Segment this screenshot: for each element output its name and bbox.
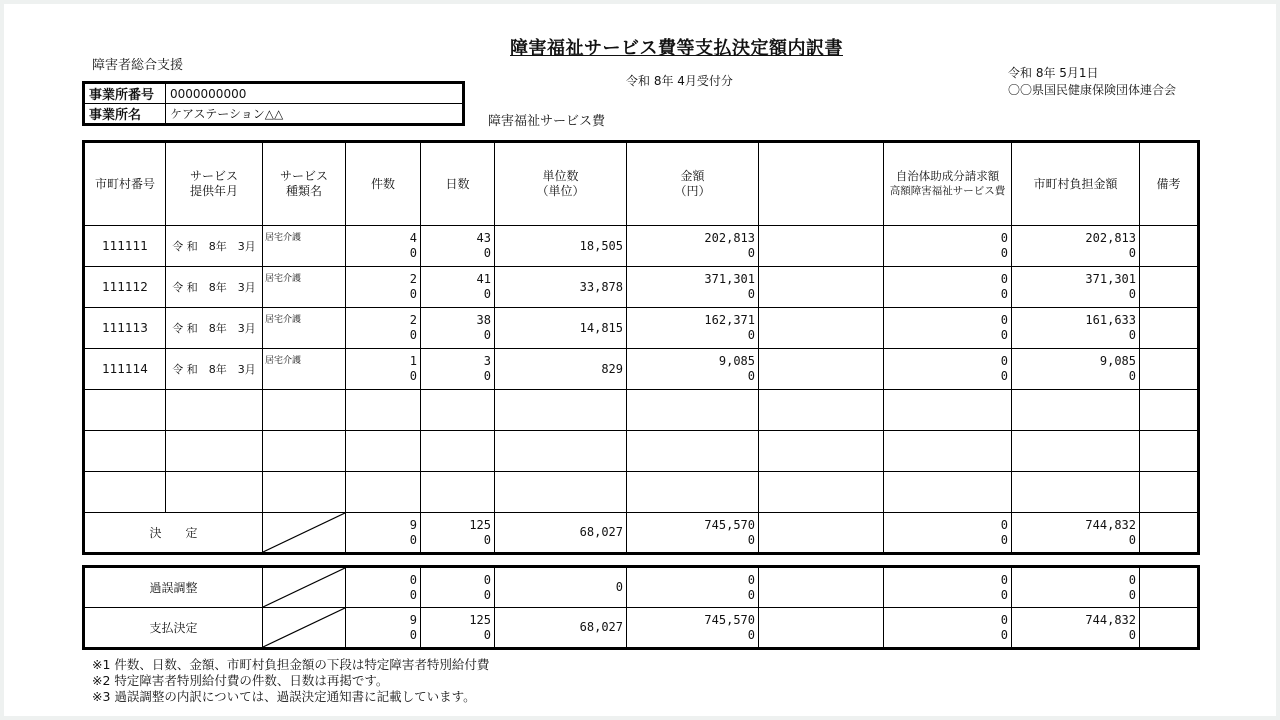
payment-subsidy-line2: 0 [1000, 627, 1008, 642]
empty-cell [421, 472, 495, 513]
city-burden-line1: 371,301 [1085, 272, 1136, 286]
total-days-line2: 0 [483, 532, 491, 547]
adjust-label: 過誤調整 [85, 568, 263, 608]
header-units-line1: 単位数 [542, 169, 579, 183]
office-number-value: 0000000000 [166, 84, 463, 104]
issue-date: 令和 8年 5月1日 [1008, 66, 1099, 80]
empty-cell [627, 390, 759, 431]
city-burden-line1: 202,813 [1085, 231, 1136, 245]
note-1: ※1 件数、日数、金額、市町村負担金額の下段は特定障害者特別給付費 [92, 657, 490, 672]
count [346, 308, 421, 349]
adjust-count-line2: 0 [409, 587, 417, 602]
amount [627, 308, 759, 349]
header-city-no: 市町村番号 [85, 143, 166, 226]
empty-cell [263, 431, 346, 472]
subsidy-line1: 0 [1000, 313, 1008, 327]
city-burden [1012, 308, 1140, 349]
city-burden [1012, 349, 1140, 390]
subsidy [884, 226, 1012, 267]
header-units-line2: （単位） [536, 184, 585, 198]
count-line2: 0 [409, 328, 417, 342]
header-units [495, 143, 627, 226]
provision-month: 令 和 8年 3月 [166, 267, 263, 308]
header-days: 日数 [421, 143, 495, 226]
payment-days-line1: 125 [469, 612, 491, 627]
empty-cell [85, 431, 166, 472]
days-line2: 0 [483, 369, 491, 383]
blank-cell [759, 568, 884, 608]
header-amount-line1: 金額 [680, 169, 705, 183]
subsidy-line1: 0 [1000, 354, 1008, 368]
note-2: ※2 特定障害者特別給付費の件数、日数は再掲です。 [92, 673, 389, 688]
empty-row [85, 431, 1198, 472]
diagonal-cell [263, 513, 346, 553]
empty-cell [1140, 431, 1198, 472]
units: 829 [495, 349, 627, 390]
category-label: 障害者総合支援 [92, 58, 184, 73]
table-row [85, 226, 1198, 267]
diagonal-line [263, 608, 345, 647]
main-table [84, 142, 1198, 553]
adjust-city-burden-line2: 0 [1128, 587, 1136, 602]
header-subsidy [884, 143, 1012, 226]
empty-cell [166, 431, 263, 472]
diagonal-cell [263, 568, 346, 608]
city-burden-line2: 0 [1128, 369, 1136, 383]
empty-cell [495, 431, 627, 472]
table-row [85, 308, 1198, 349]
total-units: 68,027 [495, 513, 627, 553]
city-burden [1012, 226, 1140, 267]
payment-city-burden [1012, 608, 1140, 648]
header-remarks: 備考 [1140, 143, 1198, 226]
city-number: 111111 [85, 226, 166, 267]
total-amount-line2: 0 [747, 532, 755, 547]
city-burden-line1: 161,633 [1085, 313, 1136, 327]
subsidy-line2: 0 [1000, 287, 1008, 301]
empty-cell [1012, 431, 1140, 472]
adjust-city-burden [1012, 568, 1140, 608]
empty-cell [421, 390, 495, 431]
empty-row [85, 390, 1198, 431]
payment-city-burden-line1: 744,832 [1085, 612, 1136, 627]
total-subsidy-line2: 0 [1000, 532, 1008, 547]
table-row [85, 349, 1198, 390]
blank-cell [759, 349, 884, 390]
adjust-row [85, 568, 1198, 608]
total-subsidy [884, 513, 1012, 553]
days [421, 349, 495, 390]
count-line2: 0 [409, 246, 417, 260]
empty-cell [263, 472, 346, 513]
header-blank [759, 143, 884, 226]
total-count [346, 513, 421, 553]
blank-cell [759, 267, 884, 308]
total-label: 決 定 [85, 513, 263, 553]
amount-line2: 0 [747, 328, 755, 342]
amount-line1: 202,813 [704, 231, 755, 245]
days-line1: 3 [483, 354, 491, 368]
count [346, 226, 421, 267]
amount [627, 226, 759, 267]
service-type: 居宅介護 [263, 226, 346, 267]
adjust-days [421, 568, 495, 608]
document-title: 障害福祉サービス費等支払決定額内訳書 [510, 38, 843, 59]
header-count: 件数 [346, 143, 421, 226]
empty-cell [1140, 390, 1198, 431]
blank-cell [759, 308, 884, 349]
remarks-cell [1140, 513, 1198, 553]
note-3: ※3 過誤調整の内訳については、過誤決定通知書に記載しています。 [92, 689, 476, 704]
payment-subsidy [884, 608, 1012, 648]
header-service-type-line2: 種類名 [285, 184, 322, 198]
total-city-burden-line1: 744,832 [1085, 517, 1136, 532]
payment-amount-line1: 745,570 [704, 612, 755, 627]
units: 33,878 [495, 267, 627, 308]
count-line1: 4 [409, 231, 417, 245]
empty-cell [166, 390, 263, 431]
header-amount-line2: （円） [674, 184, 711, 198]
city-burden-line2: 0 [1128, 287, 1136, 301]
total-city-burden [1012, 513, 1140, 553]
adjust-amount-line2: 0 [747, 587, 755, 602]
empty-cell [346, 472, 421, 513]
days-line2: 0 [483, 287, 491, 301]
payment-table [84, 567, 1198, 648]
days-line2: 0 [483, 246, 491, 260]
header-subsidy-line2: 高額障害福祉サービス費 [889, 185, 1006, 197]
empty-cell [421, 431, 495, 472]
empty-cell [85, 472, 166, 513]
units: 14,815 [495, 308, 627, 349]
diagonal-line [263, 513, 345, 552]
payment-count-line2: 0 [409, 627, 417, 642]
service-type: 居宅介護 [263, 349, 346, 390]
empty-cell [884, 472, 1012, 513]
days [421, 267, 495, 308]
empty-cell [627, 431, 759, 472]
empty-cell [1140, 472, 1198, 513]
provision-month: 令 和 8年 3月 [166, 308, 263, 349]
header-subsidy-line1: 自治体助成分請求額 [895, 169, 1000, 183]
count-line2: 0 [409, 287, 417, 301]
office-name-label: 事業所名 [85, 104, 166, 124]
total-row [85, 513, 1198, 553]
subsidy [884, 349, 1012, 390]
office-number-label: 事業所番号 [85, 84, 166, 104]
provision-month: 令 和 8年 3月 [166, 349, 263, 390]
empty-cell [495, 472, 627, 513]
amount-line1: 371,301 [704, 272, 755, 286]
amount [627, 349, 759, 390]
total-days [421, 513, 495, 553]
payment-row [85, 608, 1198, 648]
payment-count-line1: 9 [409, 612, 417, 627]
table-row [85, 267, 1198, 308]
blank-cell [759, 226, 884, 267]
subsidy [884, 308, 1012, 349]
total-count-line1: 9 [409, 517, 417, 532]
blank-cell [759, 513, 884, 553]
office-info-table [84, 83, 463, 124]
total-amount [627, 513, 759, 553]
amount-line2: 0 [747, 287, 755, 301]
issuer-name: 〇〇県国民健康保険団体連合会 [1008, 83, 1177, 97]
header-provision-month [166, 143, 263, 226]
payment-city-burden-line2: 0 [1128, 627, 1136, 642]
payment-units: 68,027 [495, 608, 627, 648]
adjust-units: 0 [495, 568, 627, 608]
city-burden-line2: 0 [1128, 328, 1136, 342]
city-burden-line1: 9,085 [1099, 354, 1136, 368]
office-name-value: ケアステーション△△ [166, 104, 463, 124]
total-subsidy-line1: 0 [1000, 517, 1008, 532]
header-row [85, 143, 1198, 226]
adjust-amount [627, 568, 759, 608]
subsidy-line1: 0 [1000, 231, 1008, 245]
adjust-subsidy-line1: 0 [1000, 572, 1008, 587]
blank-cell [759, 608, 884, 648]
remarks-cell [1140, 267, 1198, 308]
service-type: 居宅介護 [263, 267, 346, 308]
empty-cell [495, 390, 627, 431]
adjust-subsidy [884, 568, 1012, 608]
days [421, 308, 495, 349]
empty-row [85, 472, 1198, 513]
city-burden [1012, 267, 1140, 308]
adjust-amount-line1: 0 [747, 572, 755, 587]
header-provision-line1: サービス [189, 169, 238, 183]
empty-cell [884, 431, 1012, 472]
payment-days-line2: 0 [483, 627, 491, 642]
adjust-days-line1: 0 [483, 572, 491, 587]
empty-cell [346, 390, 421, 431]
header-provision-line2: 提供年月 [189, 184, 238, 198]
count-line2: 0 [409, 369, 417, 383]
diagonal-cell [263, 608, 346, 648]
provision-month: 令 和 8年 3月 [166, 226, 263, 267]
diagonal-line [263, 568, 345, 607]
adjust-days-line2: 0 [483, 587, 491, 602]
empty-cell [1012, 472, 1140, 513]
city-number: 111113 [85, 308, 166, 349]
adjust-subsidy-line2: 0 [1000, 587, 1008, 602]
subsidy-line2: 0 [1000, 369, 1008, 383]
amount-line1: 162,371 [704, 313, 755, 327]
days-line2: 0 [483, 328, 491, 342]
empty-cell [263, 390, 346, 431]
count [346, 267, 421, 308]
amount-line1: 9,085 [718, 354, 755, 368]
empty-cell [759, 390, 884, 431]
header-amount [627, 143, 759, 226]
empty-cell [1012, 390, 1140, 431]
count-line1: 1 [409, 354, 417, 368]
payment-label: 支払決定 [85, 608, 263, 648]
city-burden-line2: 0 [1128, 246, 1136, 260]
header-service-type [263, 143, 346, 226]
city-number: 111112 [85, 267, 166, 308]
empty-cell [166, 472, 263, 513]
empty-cell [85, 390, 166, 431]
total-count-line2: 0 [409, 532, 417, 547]
count-line1: 2 [409, 313, 417, 327]
payment-count [346, 608, 421, 648]
remarks-cell [1140, 308, 1198, 349]
payment-amount [627, 608, 759, 648]
remarks-cell [1140, 568, 1198, 608]
remarks-cell [1140, 608, 1198, 648]
subsidy-line2: 0 [1000, 328, 1008, 342]
header-service-type-line1: サービス [279, 169, 328, 183]
count [346, 349, 421, 390]
empty-cell [346, 431, 421, 472]
amount-line2: 0 [747, 369, 755, 383]
empty-cell [759, 472, 884, 513]
subsidy-line2: 0 [1000, 246, 1008, 260]
adjust-count-line1: 0 [409, 572, 417, 587]
total-city-burden-line2: 0 [1128, 532, 1136, 547]
days-line1: 43 [476, 231, 491, 245]
adjust-count [346, 568, 421, 608]
amount [627, 267, 759, 308]
total-days-line1: 125 [469, 517, 491, 532]
adjust-city-burden-line1: 0 [1128, 572, 1136, 587]
city-number: 111114 [85, 349, 166, 390]
remarks-cell [1140, 226, 1198, 267]
days-line1: 38 [476, 313, 491, 327]
payment-amount-line2: 0 [747, 627, 755, 642]
section-label: 障害福祉サービス費 [488, 114, 606, 129]
empty-cell [627, 472, 759, 513]
total-amount-line1: 745,570 [704, 517, 755, 532]
remarks-cell [1140, 349, 1198, 390]
amount-line2: 0 [747, 246, 755, 260]
empty-cell [884, 390, 1012, 431]
received-label: 令和 8年 4月受付分 [626, 74, 733, 88]
payment-subsidy-line1: 0 [1000, 612, 1008, 627]
subsidy-line1: 0 [1000, 272, 1008, 286]
days-line1: 41 [476, 272, 491, 286]
units: 18,505 [495, 226, 627, 267]
count-line1: 2 [409, 272, 417, 286]
empty-cell [759, 431, 884, 472]
service-type: 居宅介護 [263, 308, 346, 349]
header-city-burden: 市町村負担金額 [1012, 143, 1140, 226]
days [421, 226, 495, 267]
subsidy [884, 267, 1012, 308]
payment-days [421, 608, 495, 648]
